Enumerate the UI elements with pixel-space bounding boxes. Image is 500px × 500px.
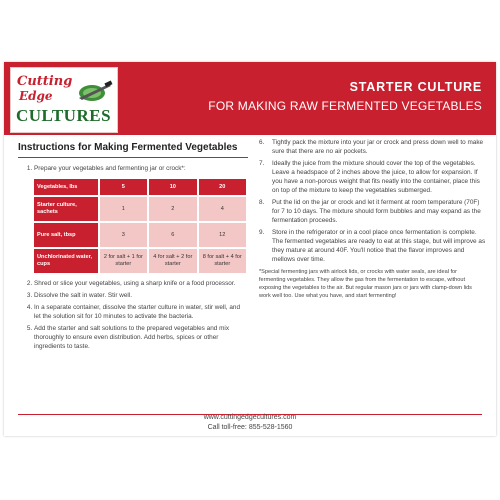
vegetable-knife-icon (75, 78, 113, 104)
heading-divider (18, 157, 248, 158)
logo-text-edge: Edge (19, 89, 53, 103)
table-row-label: Starter culture, sachets (34, 197, 98, 221)
header-subtitle: FOR MAKING RAW FERMENTED VEGETABLES (208, 99, 482, 113)
header-banner (4, 62, 496, 135)
step-text: Tightly pack the mixture into your jar or crock and press down well to make sure that there are no air pockets. (272, 139, 484, 155)
step-number: 8. (259, 199, 265, 206)
step-text: Store in the refrigerator or in a cool place once fermentation is complete. The fermented vegetables are ready to eat at this stage, but will improve as they mature at around 40F. You'll notice that the flavor improves and mellows over time. (272, 229, 486, 263)
table-row-label: Pure salt, tbsp (34, 223, 98, 247)
step-2: 2. Shred or slice your vegetables, using a sharp knife or a food processor. (34, 279, 248, 288)
table-col-header: 10 (149, 179, 196, 195)
left-column (18, 142, 248, 354)
step-5: 5. Add the starter and salt solutions to the prepared vegetables and mix thoroughly to ensure even distribution. Add herbs, spices or other ingredients to taste. (34, 324, 248, 351)
table-cell: 3 (100, 223, 147, 247)
table-cell: 2 for salt + 1 for starter (100, 249, 147, 273)
table-row-label: Unchlorinated water, cups (34, 249, 98, 273)
jar-footnote: *Special fermenting jars with airlock lids, or crocks with water seals, are ideal for fermenting vegetables. They allow the gas from the fermentation to escape, without exposing the vegetables to the air. But regular mason jars or jars with clamp-down lids work well too. Use what you have, and start fermenting! (259, 269, 472, 299)
table-col-header: 20 (199, 179, 246, 195)
right-column (259, 138, 487, 300)
step-number: 6. (259, 139, 265, 146)
step-text: Ideally the juice from the mixture should cover the top of the vegetables. Leave a headspace of 2 inches above the juice, to allow for expansion. If you have a non-porous weight that fits neatly into the container, place this on top of the mixture to keep the vegetables submerged. (272, 160, 480, 194)
step-8 (259, 198, 487, 225)
logo-text-cutting: Cutting (17, 74, 73, 89)
table-cell: 8 for salt + 4 for starter (199, 249, 246, 273)
table-row (34, 223, 246, 247)
step-9 (259, 228, 487, 264)
step-7 (259, 159, 487, 195)
instruction-list-left (18, 164, 248, 351)
table-header-row (34, 179, 246, 195)
table-col-header: 5 (100, 179, 147, 195)
table-cell: 1 (100, 197, 147, 221)
brand-logo (10, 67, 118, 133)
table-cell: 4 (199, 197, 246, 221)
table-cell: 12 (199, 223, 246, 247)
table-cell: 6 (149, 223, 196, 247)
step-number: 7. (259, 160, 265, 167)
step-6 (259, 138, 487, 156)
product-card (4, 62, 496, 436)
instructions-heading: Instructions for Making Fermented Vegetables (18, 142, 238, 153)
table-row (34, 249, 246, 273)
website-link[interactable]: www.cuttingedgecultures.com (203, 414, 297, 421)
phone-number: Call toll-free: 855-528-1560 (207, 424, 293, 431)
logo-text-cultures: CULTURES (16, 106, 112, 125)
table-row (34, 197, 246, 221)
table-cell: 2 (149, 197, 196, 221)
table-header-label: Vegetables, lbs (34, 179, 98, 195)
step-1-text: Prepare your vegetables and fermenting jar or crock*: (34, 165, 186, 172)
step-text: Put the lid on the jar or crock and let it ferment at room temperature (70F) for 7 to 10 days. The mixture should form bubbles and may expand as the fermentation proceeds. (272, 199, 481, 224)
step-number: 9. (259, 229, 265, 236)
table-cell: 4 for salt + 2 for starter (149, 249, 196, 273)
instruction-list-right (259, 138, 487, 264)
header-title: STARTER CULTURE (349, 80, 482, 94)
step-4: 4. In a separate container, dissolve the starter culture in water, stir well, and let the solution sit for 10 minutes to activate the bacteria. (34, 303, 248, 321)
recipe-table (32, 177, 248, 275)
step-1 (34, 164, 248, 275)
step-3: 3. Dissolve the salt in water. Stir well. (34, 291, 248, 300)
